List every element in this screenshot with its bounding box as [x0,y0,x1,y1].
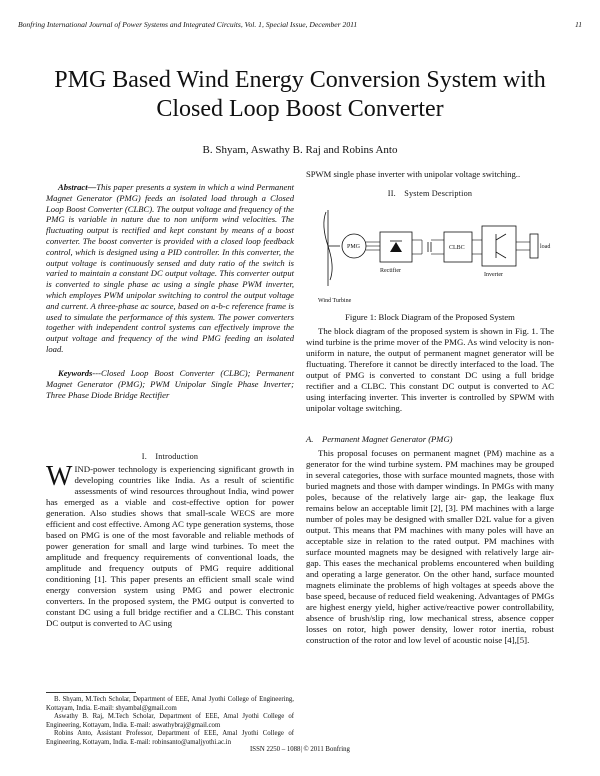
wind-turbine-icon [324,210,340,286]
author-footnotes [46,696,294,748]
keywords-label: Keywords--- [58,368,101,378]
subsection-heading-pmg: A. Permanent Magnet Generator (PMG) [306,434,453,444]
rectifier-label: Rectifier [380,268,401,274]
journal-name: Bonfring International Journal of Power Systems and Integrated Circuits, Vol. 1, Special Issue, December 2011 [18,20,358,29]
abstract-label: Abstract— [58,182,97,192]
clbc-label: CLBC [449,245,465,251]
inverter-label: Inverter [484,272,503,278]
section-continuation: SPWM single phase inverter with unipolar voltage switching.. [306,169,521,179]
pmg-label: PMG [347,244,361,250]
drop-cap: W [46,461,73,492]
system-description-paragraph: The block diagram of the proposed system is shown in Fig. 1. The wind turbine is the prime mover of the PMG. As wind velocity is non-uniform in nature, the output of permanent magnet generator will be fluctuating. Therefore it cannot be directly interfaced to the load. The output of PMG is converted to constant DC using a full bridge rectifier and a CLBC. This constant DC output is converted to AC using interfacing inverter. This inverter is controlled by SPWM with unipolar voltage switching. [306,326,554,413]
footnote: B. Shyam, M.Tech Scholar, Department of EEE, Amal Jyothi College of Engineering, Kottayam, India. E-mail: shyambal@gmail.com [46,696,294,712]
keywords-text: Closed Loop Boost Converter (CLBC); Permanent Magnet Generator (PMG); PWM Unipolar Single Phase Inverter; Three Phase Diode Bridge Rectifier [46,368,294,400]
author-list: B. Shyam, Aswathy B. Raj and Robins Anto [202,144,398,156]
block-diagram [318,206,558,310]
section-heading-introduction: I. Introduction [141,452,199,461]
load-block [530,234,538,258]
footnote: Robins Anto, Assistant Professor, Department of EEE, Amal Jyothi College of Engineering, Kottayam, India. E-mail: robinsanto@amaljyothi.ac.in [46,730,294,746]
abstract-text: This paper presents a system in which a wind Permanent Magnet Generator (PMG) feeds an isolated load through a Closed Loop Boost Converter (CLBC). The output voltage and frequency of the PMG is variable in nature due to non uniform wind velocities. The fluctuating output is rectified and kept constant by means of a boost converter. The boost converter is provided with a closed loop feedback control, which is designed using a PID controller. In this converter, the output voltage is continuously sensed and duty ratio of the switch is varied to maintain a constant DC output voltage. This converter output is converted to single phase ac using a single phase PWM inverter, which employes PWM unipolar switching to control the output voltage and current. A three-phase ac source, based on a-b-c reference frame is used to simulate the performance of this system. The power converters together with independent control systems can effectively improve the output voltage and frequency of the wind PMG feeding an isolated load. [46,182,294,354]
paper-title: PMG Based Wind Energy Conversion System with Closed Loop Boost Converter [54,67,546,122]
running-header [18,20,582,29]
section-heading-system-description: II. System Description [387,189,473,198]
figure-caption: Figure 1: Block Diagram of the Proposed System [345,312,515,322]
keywords [46,368,294,400]
page-footer: ISSN 2250 – 1088| © 2011 Bonfring [250,746,350,753]
abstract [46,182,294,355]
footnote: Aswathy B. Raj, M.Tech Scholar, Department of EEE, Amal Jyothi College of Engineering, Kottayam, India. E-mail: aswathybraj@gmail.com [46,713,294,729]
inverter-block [482,226,516,266]
diode-icon [390,242,402,252]
introduction-body [46,461,294,629]
load-label: load [540,244,551,250]
introduction-text: IND-power technology is experiencing significant growth in developing countries like India. As a result of scientific assessments of wind resources throughout India, wind power has emerged as a viable and cost-effective option for power generation. Also studies shows that small-scale WECS are more efficient and cost effective. Among AC type generation systems, those based on PMG is one of the most favorable and reliable methods of power generation for small and large wind turbines. To meet the amplitude and frequency requirements of conventional loads, the amplitude and frequency outputs of PMG require additional conditioning [1]. This paper presents an efficient small scale wind energy conversion system using PMG and power electronic converters. In the proposed system, the PMG output is converted to constant DC using a full bridge rectifier and a CLBC. This constant DC output is converted to AC using [46,464,294,628]
footnote-divider [46,692,136,693]
page-number: 11 [574,20,582,29]
pmg-paragraph: This proposal focuses on permanent magnet (PM) machine as a generator for the wind turbine system. PM machines may be grouped in several categories, those with surface mounted magnets, those with buried magnets and those with damper windings. In PMGs with many poles, because of the relatively large air- gap, the leakage flux remains below an acceptable limit [2], [3]. PM machines with a large number of poles may be designed with smaller D2L value for a given output. This means that PM machines with many poles will have an acceptable size in relation to the rated output. PM machines with surface mounted magnets may be designed with relatively large air-gap. This eases the mechanical problems encountered when building and operating a large generator. On the other hand, surface mounted magnets eliminate the problems of high voltages at speeds above the base speed, because of reduced field weakening. Advantages of PMGs are highest energy yield, higher active/reactive power controllability, absence of brush/slip ring, low mechanical stress, absence copper losses on rotor, high power density, lower rotor inertia, robust construction of the rotor and low level of acoustic noise [4],[5]. [306,448,554,645]
turbine-label: Wind Turbine [318,298,352,304]
